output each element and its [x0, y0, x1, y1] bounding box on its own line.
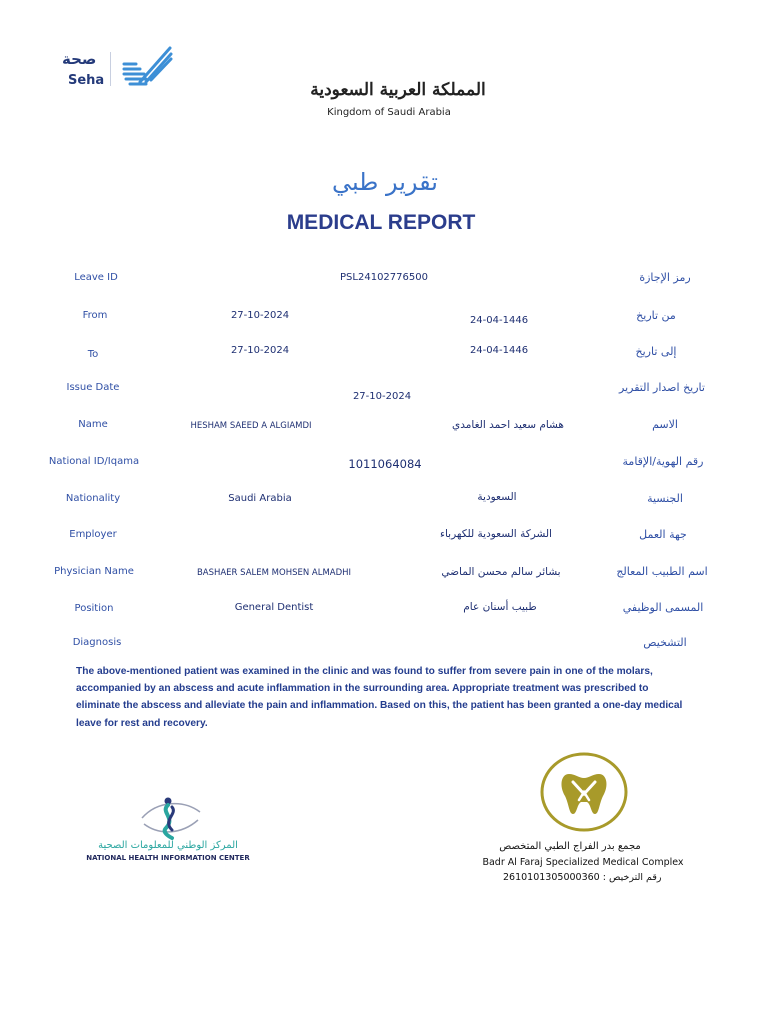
license-label-arabic: رقم الترخيص : [602, 872, 662, 883]
patient-name-arabic: هشام سعيد احمد الغامدي [452, 419, 564, 431]
physician-label-arabic: اسم الطبيب المعالج [616, 565, 708, 578]
nationality-label: Nationality [65, 493, 121, 504]
seha-divider [110, 52, 111, 86]
kingdom-arabic-calligraphy: المملكة العربية السعودية [310, 80, 486, 100]
diagnosis-label: Diagnosis [72, 637, 122, 648]
employer-label-arabic: جهة العمل [639, 528, 687, 541]
physician-label: Physician Name [54, 566, 134, 577]
patient-name-english: HESHAM SAEED A ALGIAMDI [190, 421, 312, 431]
from-label: From [82, 310, 108, 321]
issue-date-value: 27-10-2024 [352, 391, 412, 402]
national-id-label: National ID/Iqama [48, 456, 140, 467]
seha-logo [60, 44, 175, 92]
nationality-label-arabic: الجنسية [647, 492, 683, 505]
national-id-value: 1011064084 [348, 457, 422, 471]
employer-label: Employer [69, 529, 117, 540]
to-hijri-date: 24-04-1446 [469, 345, 529, 356]
issue-date-label-arabic: تاريخ اصدار التقرير [619, 381, 705, 394]
nationality-english: Saudi Arabia [228, 493, 292, 504]
nhic-name-english: NATIONAL HEALTH INFORMATION CENTER [86, 854, 250, 862]
leave-id-value: PSL24102776500 [340, 272, 428, 283]
physician-name-english: BASHAER SALEM MOHSEN ALMADHI [196, 568, 352, 578]
position-label-arabic: المسمى الوظيفي [622, 601, 704, 614]
nationality-arabic: السعودية [477, 491, 517, 503]
report-title-english: MEDICAL REPORT [286, 211, 476, 234]
facility-license [503, 872, 661, 883]
facility-name-english: Badr Al Faraj Specialized Medical Complex [482, 857, 684, 868]
leave-id-label: Leave ID [74, 272, 118, 283]
to-label-arabic: إلى تاريخ [635, 345, 677, 358]
diagnosis-text: The above-mentioned patient was examined in the clinic and was found to suffer from severe pain in one of the molars, accompanied by an abscess and acute inflammation in the surrounding area. Appropriate treatment was prescribed to eliminate the abscess and alleviate the pain and inflammation. Based on this, the patient has been granted a one-day medical leave for rest and recovery. [76, 666, 683, 729]
license-number: 2610101305000360 [503, 872, 600, 883]
physician-name-arabic: بشائر سالم محسن الماضي [441, 566, 561, 578]
position-label: Position [74, 603, 114, 614]
diagnosis-label-arabic: التشخيص [643, 636, 687, 649]
kingdom-english: Kingdom of Saudi Arabia [327, 107, 451, 118]
from-label-arabic: من تاريخ [636, 309, 676, 322]
nhic-name-arabic: المركز الوطني للمعلومات الصحية [98, 840, 238, 851]
name-label: Name [78, 419, 108, 430]
position-arabic: طبيب أسنان عام [463, 601, 537, 613]
to-gregorian-date: 27-10-2024 [230, 345, 290, 356]
to-label: To [87, 349, 99, 360]
dna-figure-icon [138, 794, 204, 840]
seha-logo-arabic: صحة [62, 50, 97, 68]
position-english: General Dentist [234, 602, 314, 613]
report-title-arabic: تقرير طبي [332, 168, 438, 196]
facility-name-arabic: مجمع بدر الفراج الطبي المتخصص [499, 841, 641, 852]
leave-id-label-arabic: رمز الإجازة [639, 271, 691, 284]
name-label-arabic: الاسم [652, 418, 678, 431]
dental-seal-icon [539, 752, 629, 832]
from-hijri-date: 24-04-1446 [469, 315, 529, 326]
employer-arabic: الشركة السعودية للكهرباء [440, 528, 552, 540]
seha-check-icon [118, 44, 174, 88]
national-id-label-arabic: رقم الهوية/الإقامة [622, 455, 704, 468]
from-gregorian-date: 27-10-2024 [230, 310, 290, 321]
seha-logo-english: Seha [68, 73, 105, 88]
nhic-logo [86, 792, 266, 872]
issue-date-label: Issue Date [66, 382, 120, 393]
